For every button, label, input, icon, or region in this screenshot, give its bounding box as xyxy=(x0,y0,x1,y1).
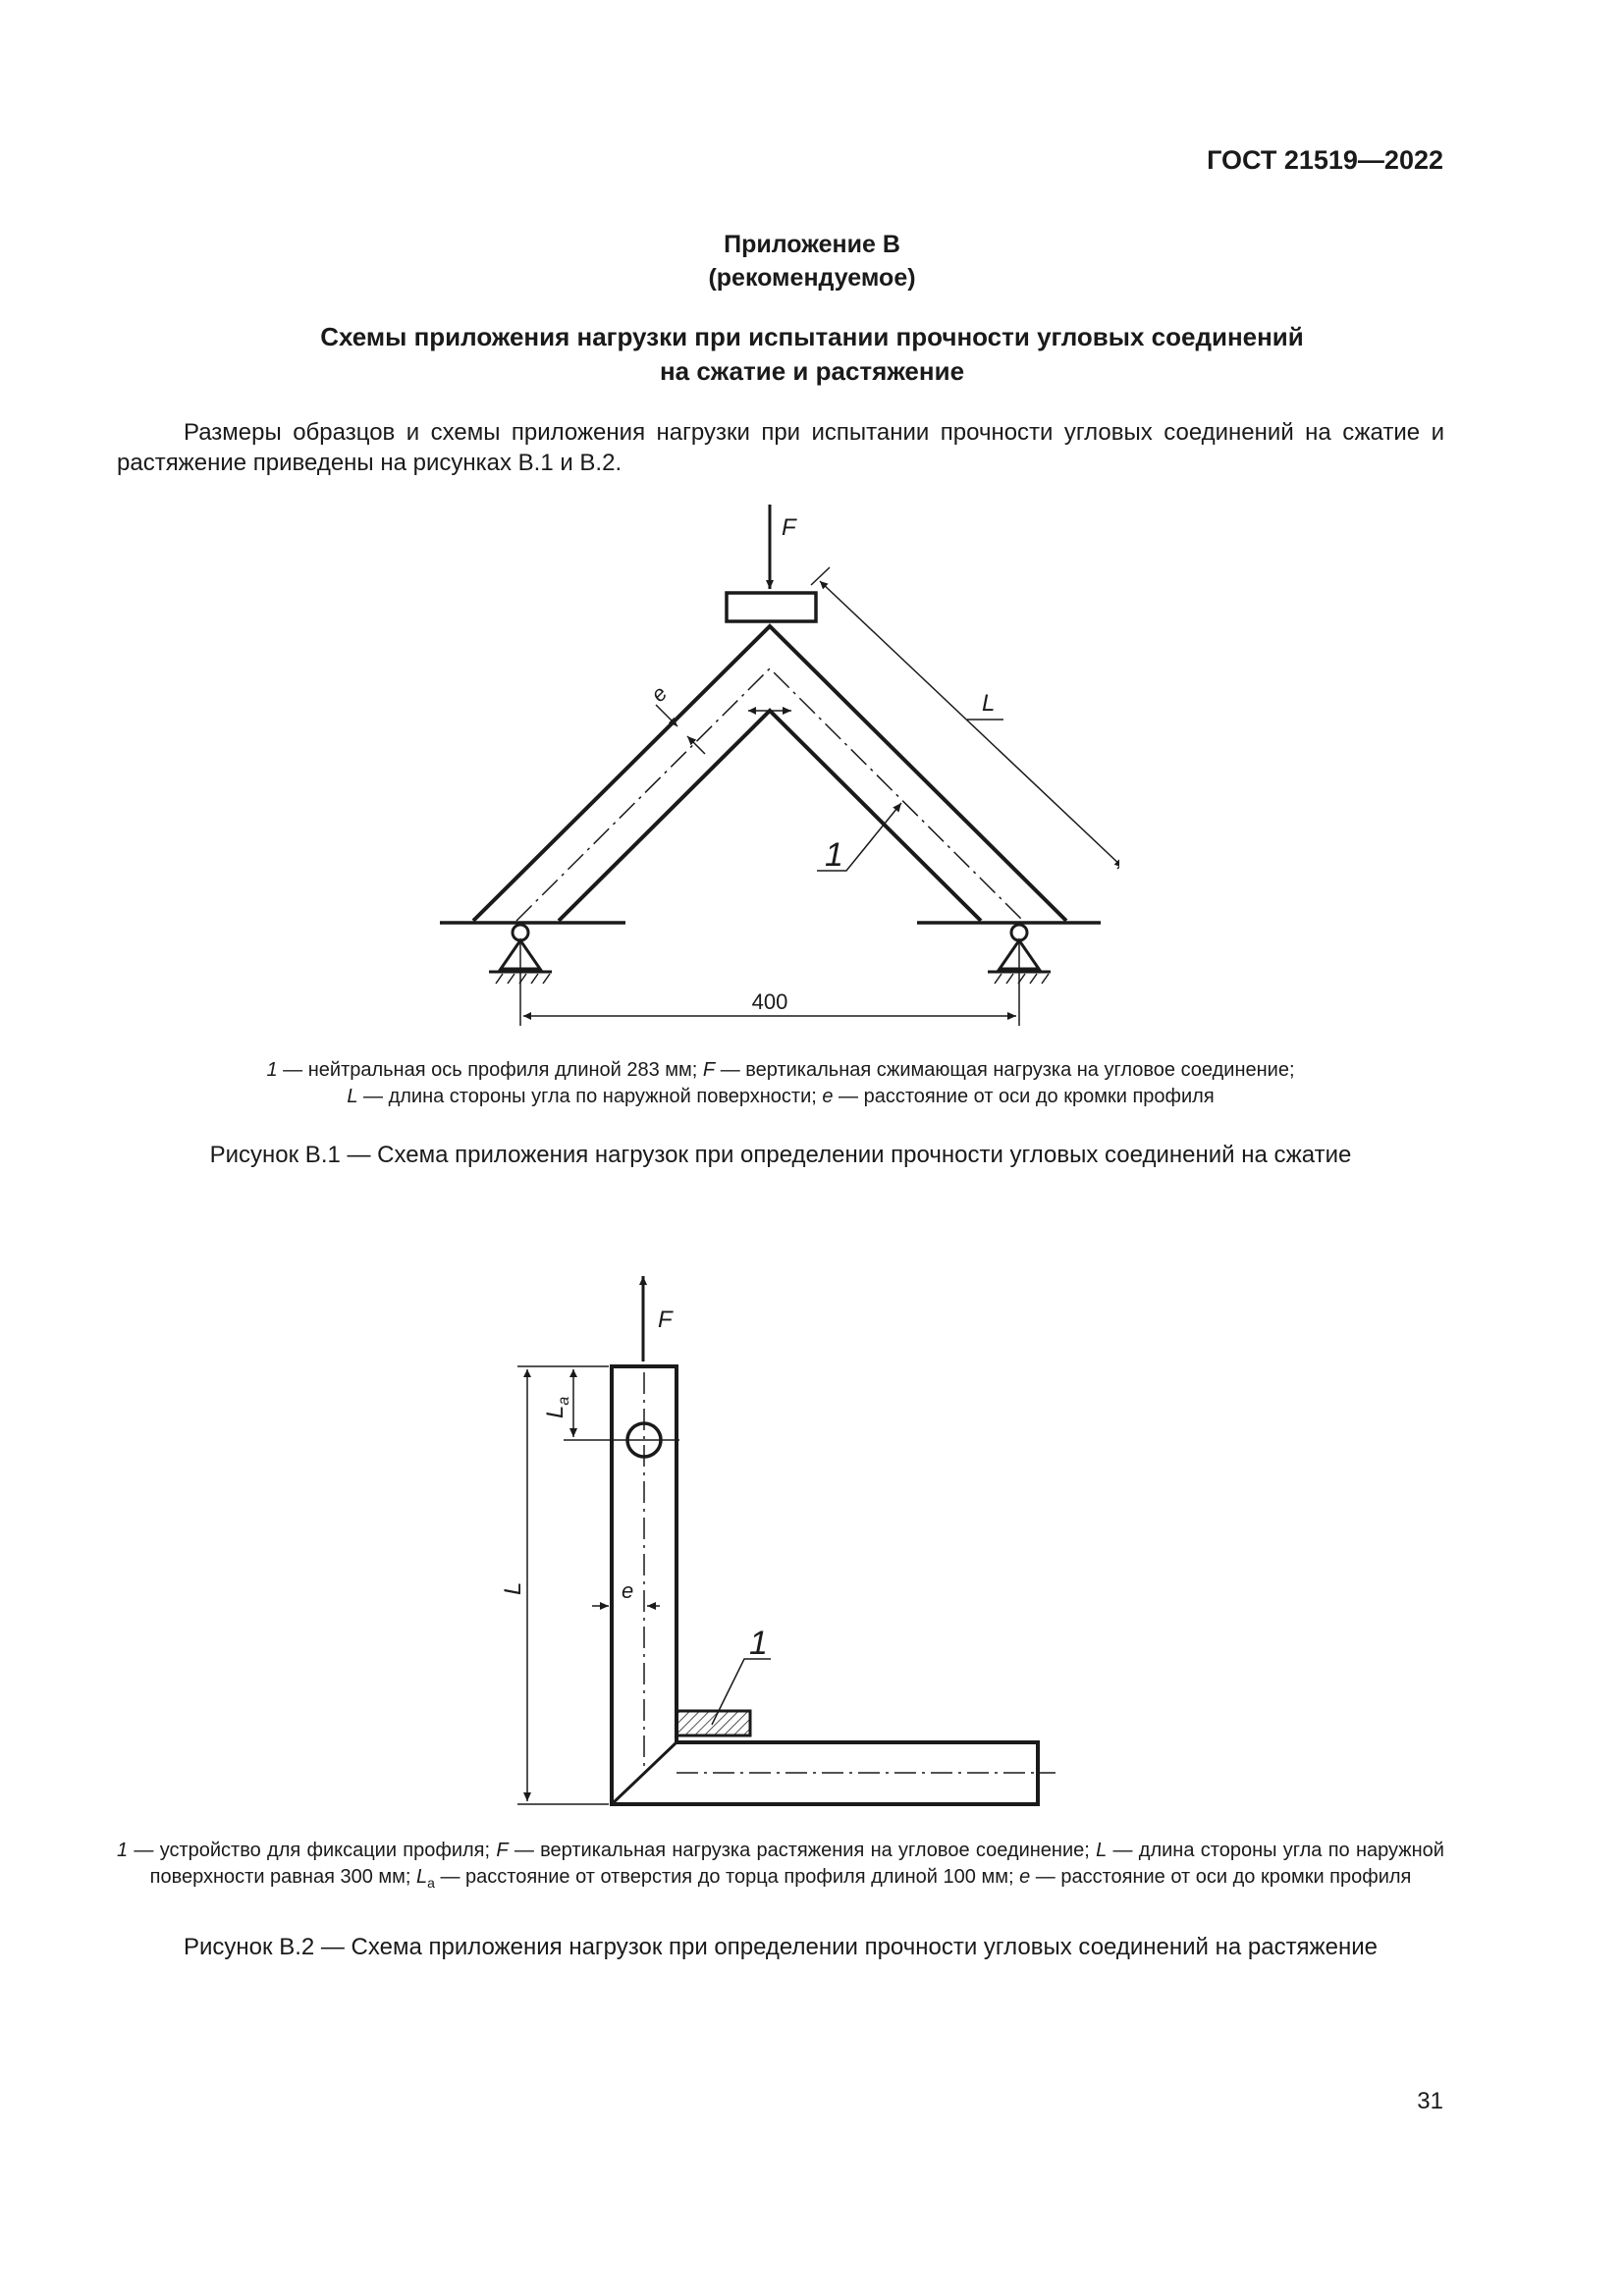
legend1-text-e: — расстояние от оси до кромки профиля xyxy=(833,1086,1215,1107)
legend2-key-La: L xyxy=(416,1866,428,1888)
annex-heading xyxy=(0,228,1624,294)
label-1-b2: 1 xyxy=(749,1625,768,1662)
legend1-key-L: L xyxy=(347,1086,358,1107)
figure-b2-diagram xyxy=(491,1261,1080,1811)
annex-title: Приложение В xyxy=(724,231,900,258)
label-e-b2: e xyxy=(622,1578,634,1603)
label-L-b2: L xyxy=(500,1581,526,1595)
legend2-text-L: — длина стороны угла по наружной поверхности равная 300 мм; xyxy=(149,1840,1444,1888)
section-title-line2: на сжатие и растяжение xyxy=(659,356,965,386)
page-number: 31 xyxy=(1417,2088,1443,2114)
section-heading xyxy=(0,320,1624,389)
label-L: L xyxy=(982,690,996,717)
legend1-text-F: — вертикальная сжимающая нагрузка на угловое соединение; xyxy=(715,1059,1295,1081)
figure-b2-legend xyxy=(117,1838,1444,1896)
figure-b1-caption: Рисунок В.1 — Схема приложения нагрузок при определении прочности угловых соединений на сжатие xyxy=(209,1142,1352,1168)
legend2-text-1: — устройство для фиксации профиля; xyxy=(128,1840,497,1861)
label-1: 1 xyxy=(825,836,843,874)
figure-b2-caption: Рисунок В.2 — Схема приложения нагрузок при определении прочности угловых соединений на растяжение xyxy=(184,1934,1378,1960)
label-La-letter: L xyxy=(542,1405,568,1418)
annex-subtitle: (рекомендуемое) xyxy=(708,264,916,292)
legend2-text-La: — расстояние от отверстия до торца профиля длиной 100 мм; xyxy=(434,1866,1020,1888)
dimension-e-left xyxy=(656,705,677,726)
label-e: e xyxy=(645,680,673,707)
legend2-key-L: L xyxy=(1096,1840,1108,1861)
label-F-b2: F xyxy=(658,1307,673,1333)
legend1-key-F: F xyxy=(702,1059,716,1081)
neutral-axis xyxy=(516,668,1023,921)
figure-b1-legend xyxy=(117,1057,1444,1110)
l-profile xyxy=(612,1366,1038,1804)
legend2-text-F: — вертикальная нагрузка растяжения на угловое соединение; xyxy=(508,1840,1097,1861)
legend2-key-e: e xyxy=(1019,1866,1031,1888)
intro-paragraph: Размеры образцов и схемы приложения нагрузки при испытании прочности угловых соединений на сжатие и растяжение приведены на рисунках В.1 и В.2. xyxy=(117,419,1444,476)
legend2-key-F: F xyxy=(496,1840,509,1861)
label-La-sub: a xyxy=(556,1396,572,1406)
label-La-b2 xyxy=(542,1397,572,1418)
load-plate xyxy=(727,593,816,621)
label-F: F xyxy=(782,514,796,541)
legend1-text-L: — длина стороны угла по наружной поверхности; xyxy=(357,1086,823,1107)
label-400: 400 xyxy=(751,989,788,1014)
figure-b1-diagram xyxy=(432,496,1119,1031)
legend2-text-e: — расстояние от оси до кромки профиля xyxy=(1030,1866,1412,1888)
legend1-key-e: e xyxy=(822,1086,834,1107)
document-code: ГОСТ 21519—2022 xyxy=(1207,145,1443,175)
profile-outer xyxy=(473,626,1066,921)
section-title-line1: Схемы приложения нагрузки при испытании прочности угловых соединений xyxy=(320,322,1304,351)
legend2-key-1: 1 xyxy=(117,1840,129,1861)
svg-text:La xyxy=(542,1397,572,1418)
legend1-text-1: — нейтральная ось профиля длиной 283 мм; xyxy=(277,1059,703,1081)
legend2-key-La-sub: a xyxy=(427,1875,435,1891)
legend1-key-1: 1 xyxy=(266,1059,278,1081)
